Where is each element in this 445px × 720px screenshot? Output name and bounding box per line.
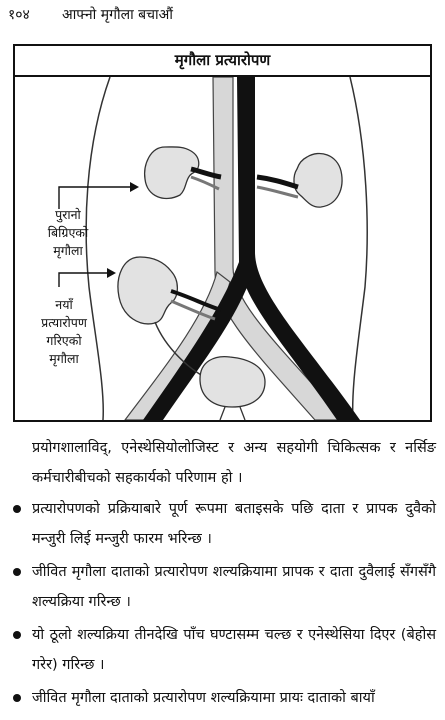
bladder	[200, 357, 265, 407]
list-item	[8, 683, 436, 713]
bullet-text: प्रत्यारोपणको प्रक्रियाबारे पूर्ण रूपमा बताइसके पछि दाता र प्रापक दुवैको मन्जुरी लिई मन्जुरी फारम भरिन्छ ।	[32, 501, 436, 547]
bullet-list	[8, 494, 436, 716]
bullet-text: जीवित मृगौला दाताको प्रत्यारोपण शल्यक्रियामा प्रापक र दाता दुवैलाई सँगसँगै शल्यक्रिया गरिन्छ ।	[32, 564, 436, 610]
bullet-text: जीवित मृगौला दाताको प्रत्यारोपण शल्यक्रियामा प्रायः दाताको बायाँ	[32, 690, 375, 706]
page-number: १०४	[8, 7, 30, 23]
old-kidney-left	[145, 147, 199, 199]
arrow-new-kidney	[59, 273, 107, 287]
figure-title: मृगौला प्रत्यारोपण	[15, 46, 430, 77]
new-kidney	[118, 257, 177, 324]
bullet-icon	[13, 505, 21, 513]
intro-paragraph: प्रयोगशालाविद्, एनेस्थेसियोलोजिस्ट र अन्य सहयोगी चिकित्सक र नर्सिङ कर्मचारीबीचको सहकार्यको परिणाम हो ।	[32, 440, 436, 486]
list-item	[8, 494, 436, 554]
list-item	[8, 557, 436, 617]
label-old-kidney	[37, 206, 99, 260]
bullet-icon	[13, 568, 21, 576]
label-old-kidney-line: मृगौला	[53, 243, 83, 258]
label-new-kidney-line: गरिएको	[46, 333, 82, 348]
old-renal-vessels-right	[257, 177, 298, 187]
bullet-text: यो ठूलो शल्यक्रिया तीनदेखि पाँच घण्टासम्म चल्छ र एनेस्थेसिया दिएर (बेहोस गरेर) गरिन्छ ।	[32, 627, 436, 673]
old-kidney-right	[294, 153, 342, 207]
list-item	[8, 620, 436, 680]
book-title: आफ्नो मृगौला बचाऔं	[62, 7, 173, 23]
label-old-kidney-line: पुरानो	[55, 207, 81, 222]
running-header	[0, 2, 445, 32]
figure-box	[13, 44, 432, 422]
label-new-kidney-line: मृगौला	[49, 351, 79, 366]
label-new-kidney-line: प्रत्यारोपण	[41, 315, 87, 330]
label-old-kidney-line: बिग्रिएको	[47, 225, 89, 240]
bullet-icon	[13, 694, 21, 702]
body-outline-right	[350, 77, 367, 420]
label-new-kidney	[29, 296, 99, 368]
label-new-kidney-line: नयाँ	[55, 297, 73, 312]
bullet-icon	[13, 631, 21, 639]
